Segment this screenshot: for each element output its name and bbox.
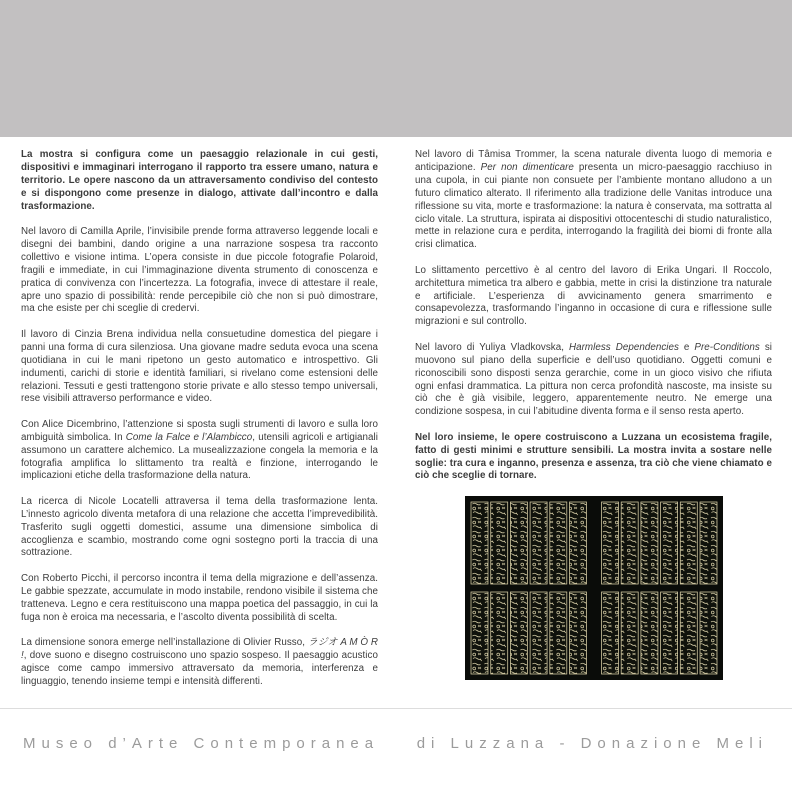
paragraph	[21, 149, 378, 214]
artwork-title-text: Pre-Conditions	[694, 341, 760, 353]
paragraph	[415, 149, 772, 252]
paragraph	[415, 342, 772, 419]
body-text: Con Alice Dicembrino, l’attenzione si sposta sugli strumenti di lavoro e sulla loro ambiguità simbolica. In	[21, 418, 378, 443]
body-text: Con Roberto Picchi, il percorso incontra il tema della migrazione e dell’assenza. Le gabbie spezzate, accumulate in modo instabile, rendono visibile il sistema che tratteneva. Legno e cera restituiscono una mappa poetica del passaggio, in cui la fuga non è eroica ma necessaria, e l’ascolto diventa possibilità di scelta.	[21, 572, 378, 623]
body-text: Lo slittamento percettivo è al centro del lavoro di Erika Ungari. Il Roccolo, architettura mimetica tra albero e gabbia, mette in crisi la distinzione tra naturale e artificiale. L’esperienza di avvicinamento genera smarrimento e consapevolezza, trasformando l’inganno in occasione di cura e riflessione sulle migrazioni e sul controllo.	[415, 264, 772, 328]
paragraph	[21, 329, 378, 406]
paragraph	[415, 265, 772, 330]
paragraph	[21, 419, 378, 484]
body-text: La mostra si configura come un paesaggio relazionale in cui gesti, dispositivi e immaginari interrogano il rapporto tra essere umano, natura e territorio. Le opere nascono da un attraversamento condiviso del contesto e si dispongono come presenze in dialogo, attivate dall’incontro e dalla trasformazione.	[21, 149, 378, 212]
right-column	[415, 149, 772, 680]
body-text: Nel lavoro di Tâmisa Trommer, la scena naturale diventa luogo di memoria e anticipazione.	[415, 149, 772, 173]
header-band	[0, 0, 792, 137]
artwork-title-text: Per non dimenticare	[480, 161, 574, 173]
footer-museum-location: di Luzzana - Donazione Meli	[416, 735, 768, 752]
body-text: Nel lavoro di Camilla Aprile, l’invisibile prende forma attraverso leggende locali e disegni dei bambini, dando origine a una narrazione sospesa tra racconto collettivo e visione intima. L’opera consiste in due piccole fotografie Polaroid, fragili e immediate, in cui l’immaginazione diventa strumento di conoscenza e pratica di convivenza con l’incertezza. La fotografia, invece di attestare il reale, apre uno spazio di possibilità: rende percepibile ciò che non si può dimostrare, ma che esiste per chi sceglie di credervi.	[21, 226, 378, 315]
paragraph	[415, 432, 772, 484]
body-text: , dove suono e disegno costruiscono uno spazio sospeso. Il paesaggio acustico agisce come campo immersivo attraversato da memoria, interferenza e linguaggio, tenendo insieme tempi e intensità differenti.	[21, 649, 378, 687]
paragraph	[21, 496, 378, 561]
body-text: Nel lavoro di Yuliya Vladkovska,	[415, 341, 569, 353]
paragraph	[21, 573, 378, 625]
footer-museum-name: Museo d’Arte Contemporanea	[23, 735, 380, 752]
right-column-text	[415, 149, 772, 483]
footer-divider	[0, 708, 792, 709]
body-text: Il lavoro di Cinzia Brena individua nella consuetudine domestica del piegare i panni una forma di cura silenziosa. Una giovane madre seduta evoca una scena quotidiana in cui le mani ripetono un gesto automatico e introspettivo. Gli indumenti, carichi di storie e identità familiari, si rivelano come estensioni delle relazioni. Tessuti e gesti trattengono storie private e allo stesso tempo universali, rese visibili attraverso performance e video.	[21, 328, 378, 405]
paragraph	[21, 226, 378, 316]
body-text: La dimensione sonora emerge nell’installazione di Olivier Russo,	[21, 637, 308, 648]
artwork-title-text: ラジオ A M Ò R !	[21, 637, 379, 661]
body-text: Nel loro insieme, le opere costruiscono a Luzzana un ecosistema fragile, fatto di gesti minimi e strutture sensibili. La mostra invita a sostare nelle soglie: tra cura e inganno, presenza e assenza, tra ciò che viene chiamato e ciò che sceglie di tornare.	[415, 431, 772, 482]
artwork-title-text: Harmless Dependencies	[568, 341, 679, 353]
exhibition-artwork-image	[465, 496, 723, 680]
left-column	[21, 149, 378, 701]
footer	[23, 735, 768, 752]
paragraph	[21, 637, 378, 689]
body-text: e	[678, 341, 695, 353]
body-text: , utensili agricoli e artigianali assumono un carattere alchemico. La musealizzazione congela la memoria e la fotografia amplifica lo slittamento tra realtà e finzione, interrogando le implicazioni etiche della trasformazione della natura.	[21, 431, 378, 482]
artwork-title-text: Come la Falce e l’Alambicco	[125, 431, 253, 443]
artwork-container	[415, 496, 772, 680]
body-text: presenta un micro-paesaggio racchiuso in una cupola, in cui piante non consuete per l’ambiente montano alludono a un futuro climatico alterato. Il riferimento alla tradizione delle Vanitas introduce una riflessione su vita, morte e trasformazione: la natura è conservata, ma sottratta al ciclo vitale. La struttura, ispirata ai dispositivi ottocenteschi di studio naturalistico, mette in relazione cura e perdita, interrogando la fragilità dei biomi di fronte alla crisi climatica.	[415, 161, 772, 251]
body-text: si muovono sul piano della superficie e dell’uso quotidiano. Oggetti comuni e riconoscibili sono disposti senza gerarchie, come in un gioco visivo che rifiuta ogni enfasi drammatica. La pittura non cerca profondità nascoste, ma insiste su ciò che è già visibile, leggero, apparentemente neutro. Ne emerge una condizione sospesa, in cui l’abitudine diventa forma e il senso resta aperto.	[415, 341, 773, 418]
body-text: La ricerca di Nicole Locatelli attraversa il tema della trasformazione lenta. L’innesto agricolo diventa metafora di una relazione che accetta l’imprevedibilità. Trasferito sugli oggetti domestici, assume una dimensione simbolica di accoglienza e scambio, mostrando come ogni sostegno porti la traccia di una sottrazione.	[21, 495, 378, 559]
